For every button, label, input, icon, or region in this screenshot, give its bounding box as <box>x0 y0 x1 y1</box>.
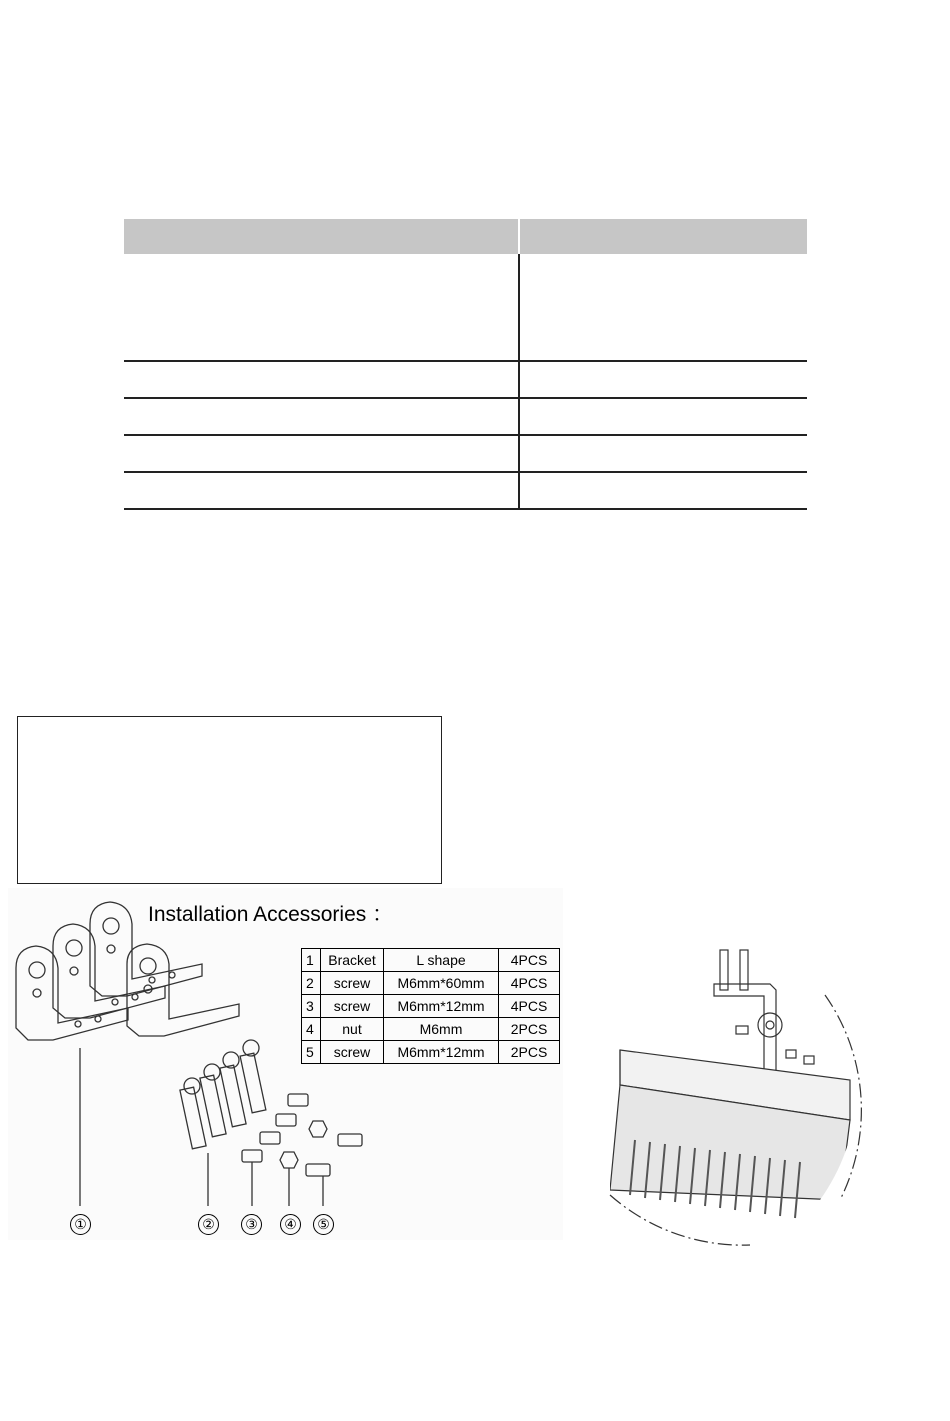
spec-table-row <box>124 399 807 436</box>
part-name: screw <box>321 995 384 1018</box>
screw-illustration <box>276 1114 296 1126</box>
nut-illustration <box>280 1152 298 1206</box>
spec-cell <box>520 362 807 397</box>
bracket-illustration <box>90 902 202 996</box>
part-name: screw <box>321 1041 384 1064</box>
part-number: 5 <box>302 1041 321 1064</box>
spec-header-cell <box>124 219 520 254</box>
spec-table-header-row <box>124 219 807 254</box>
table-row <box>302 1041 560 1064</box>
accessories-drawing <box>8 888 563 1240</box>
anchor-bolt-illustration <box>240 1040 266 1113</box>
table-row <box>302 1018 560 1041</box>
part-qty: 4PCS <box>499 972 560 995</box>
part-qty: 4PCS <box>499 949 560 972</box>
callout-4: ④ <box>280 1214 301 1235</box>
mounting-detail-illustration <box>590 900 870 1260</box>
part-number: 2 <box>302 972 321 995</box>
callout-2: ② <box>198 1214 219 1235</box>
anchor-bolt-illustration <box>200 1064 226 1137</box>
table-row <box>302 949 560 972</box>
part-number: 3 <box>302 995 321 1018</box>
table-row <box>302 995 560 1018</box>
part-number: 1 <box>302 949 321 972</box>
callout-3: ③ <box>241 1214 262 1235</box>
spec-cell <box>124 473 520 508</box>
spec-table-row <box>124 473 807 510</box>
part-spec: M6mm*60mm <box>384 972 499 995</box>
table-row <box>302 972 560 995</box>
part-spec: M6mm <box>384 1018 499 1041</box>
part-name: screw <box>321 972 384 995</box>
spec-table-row <box>124 254 807 362</box>
spec-table <box>124 219 807 510</box>
part-qty: 4PCS <box>499 995 560 1018</box>
screw-illustration <box>288 1094 308 1106</box>
bracket-illustration <box>127 944 239 1036</box>
note-box <box>17 716 442 884</box>
part-number: 4 <box>302 1018 321 1041</box>
hex-screw-illustration <box>306 1164 330 1206</box>
screw-illustration <box>260 1132 280 1144</box>
spec-cell <box>124 436 520 471</box>
bracket-illustration <box>53 924 165 1018</box>
spec-header-cell <box>520 219 807 254</box>
part-spec: M6mm*12mm <box>384 1041 499 1064</box>
spec-cell <box>520 473 807 508</box>
parts-table <box>301 948 560 1064</box>
part-name: nut <box>321 1018 384 1041</box>
spec-cell <box>520 436 807 471</box>
spec-cell <box>520 254 807 360</box>
callout-1: ① <box>70 1214 91 1235</box>
spec-cell <box>520 399 807 434</box>
bracket-illustration <box>16 946 128 1206</box>
screw-illustration <box>242 1150 262 1206</box>
hex-screw-illustration <box>338 1134 362 1146</box>
spec-cell <box>124 254 520 360</box>
accessories-title: Installation Accessories ： <box>148 903 394 926</box>
spec-table-row <box>124 436 807 473</box>
part-spec: L shape <box>384 949 499 972</box>
nut-illustration <box>309 1121 327 1137</box>
part-qty: 2PCS <box>499 1041 560 1064</box>
part-name: Bracket <box>321 949 384 972</box>
part-spec: M6mm*12mm <box>384 995 499 1018</box>
spec-cell <box>124 362 520 397</box>
spec-cell <box>124 399 520 434</box>
callout-5: ⑤ <box>313 1214 334 1235</box>
part-qty: 2PCS <box>499 1018 560 1041</box>
accessories-figure <box>8 888 563 1240</box>
spec-table-row <box>124 362 807 399</box>
